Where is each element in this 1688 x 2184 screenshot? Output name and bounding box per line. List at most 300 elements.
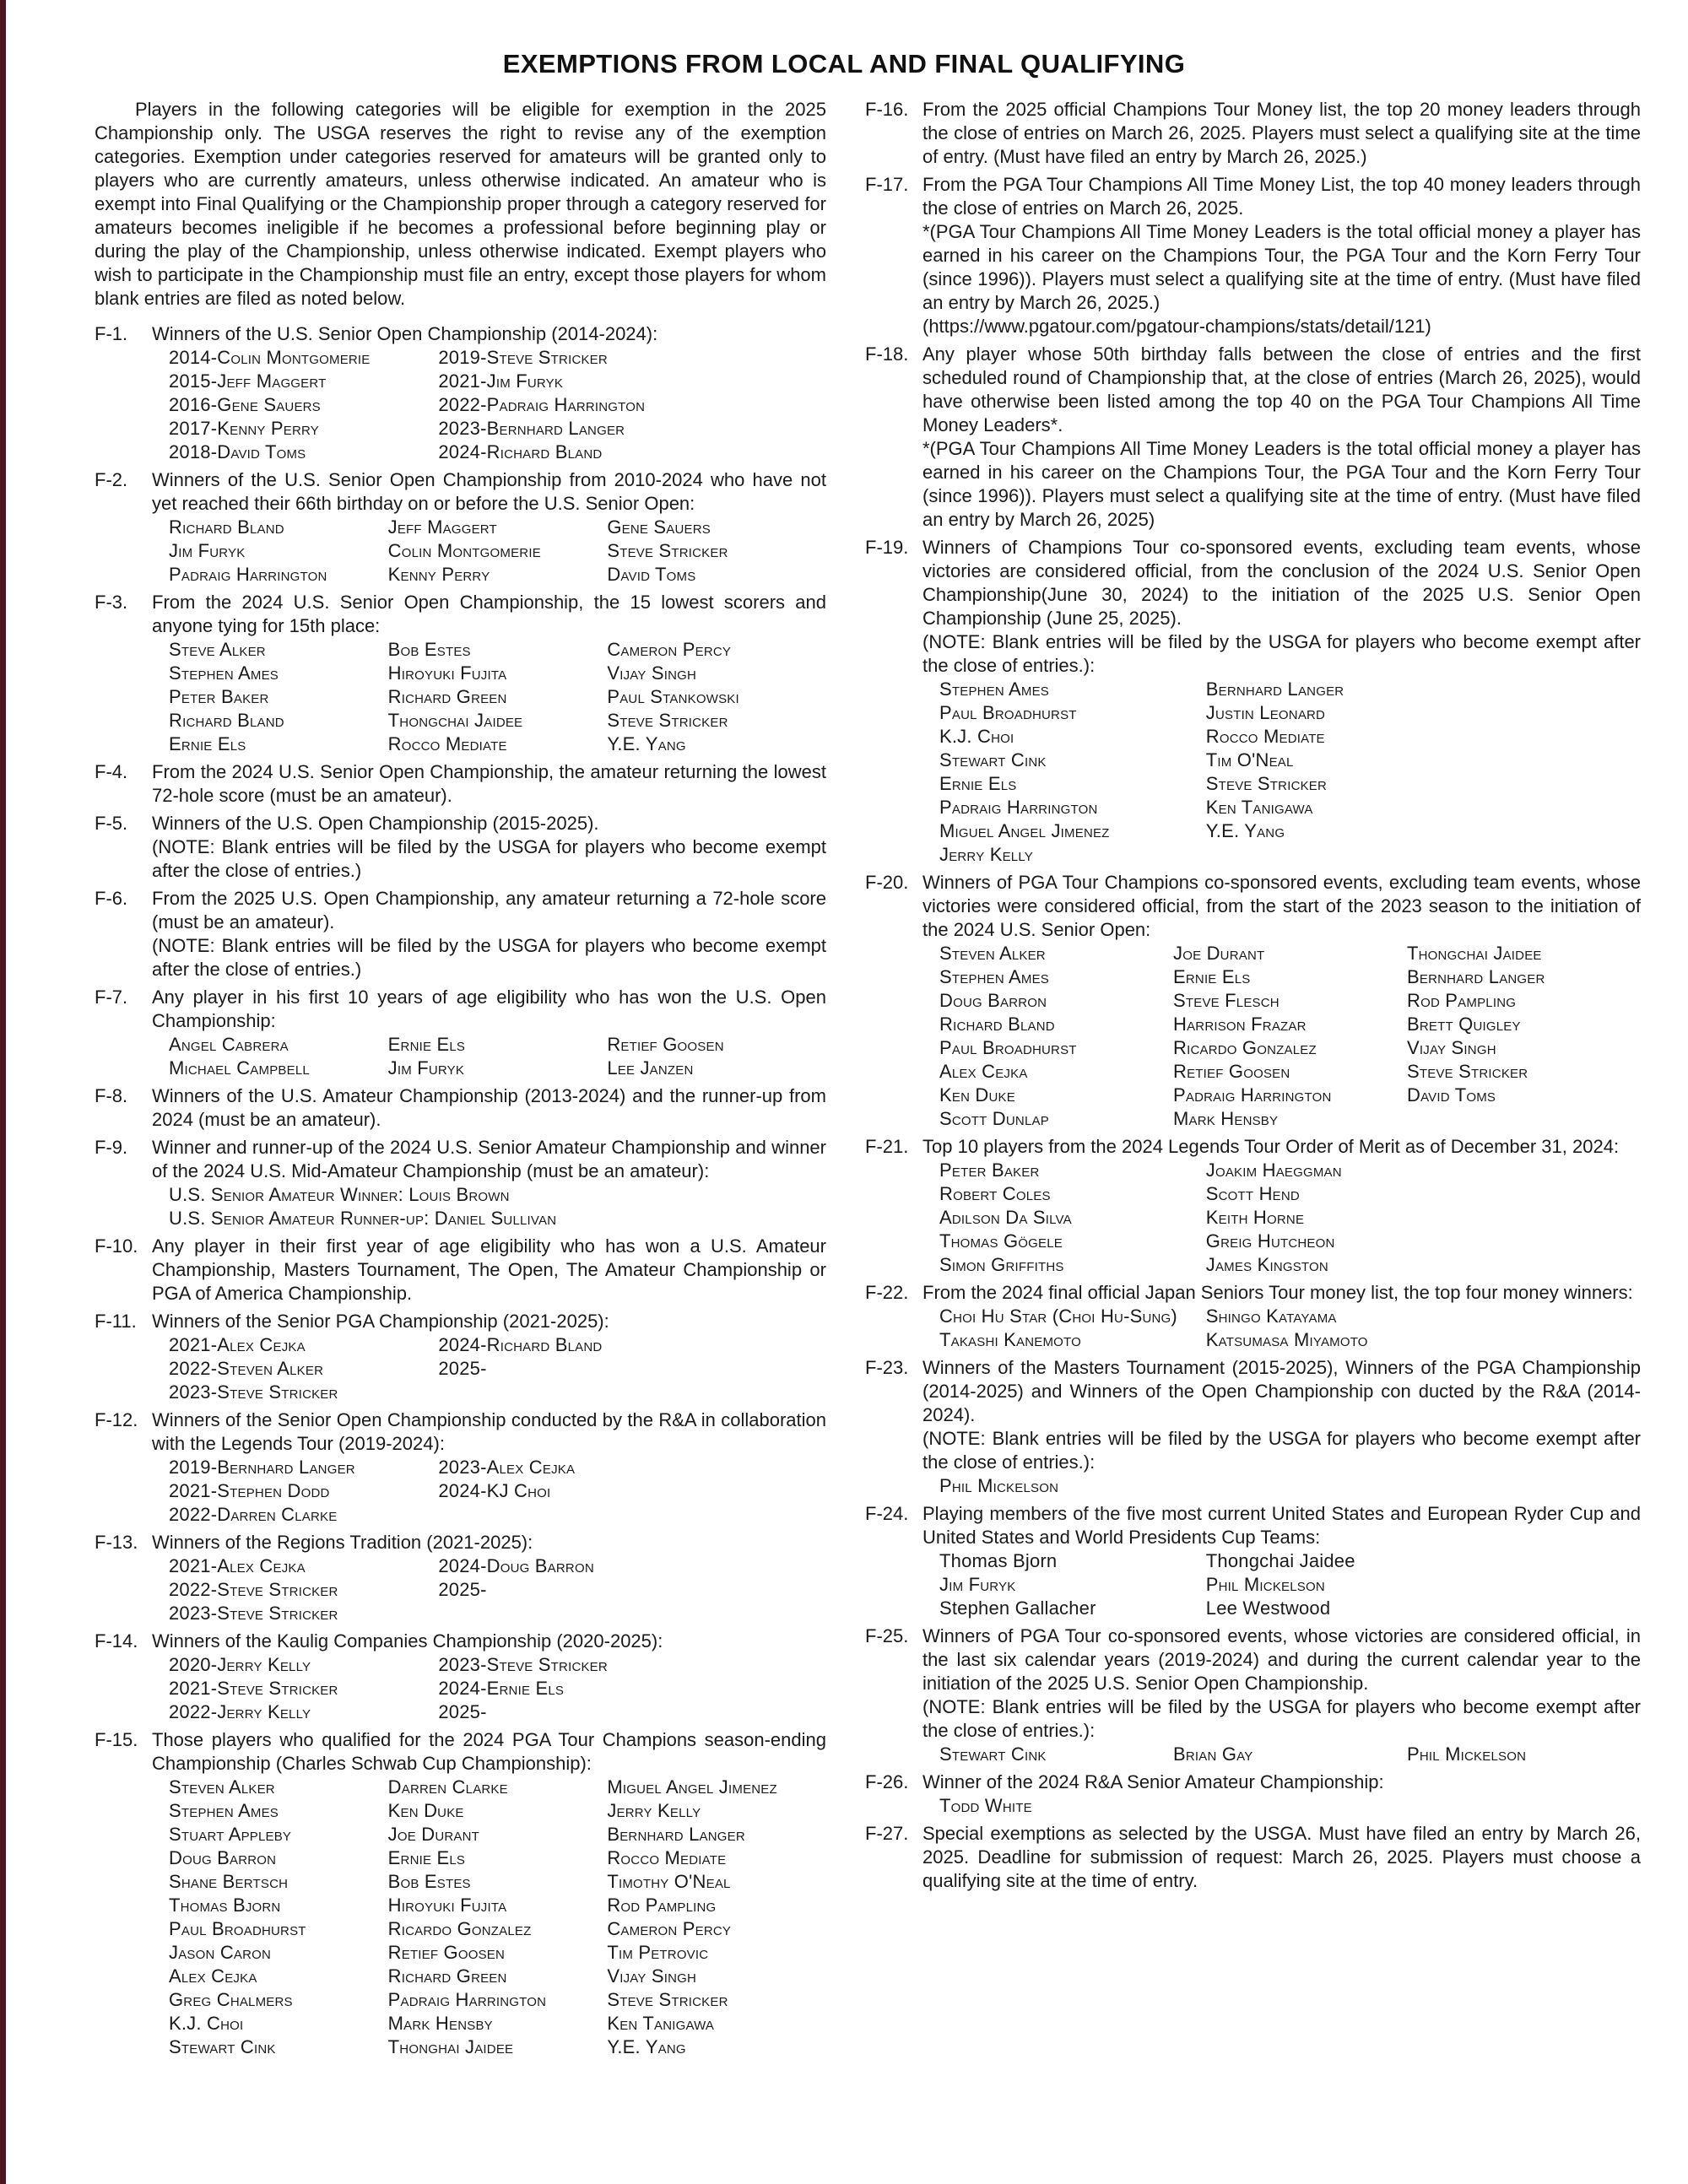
player-entry: 2025- [438, 1358, 487, 1379]
exemption-item-f3 [95, 591, 826, 756]
player-entry: 2022-Padraig Harrington [438, 394, 646, 415]
player-entry: 2025- [438, 1701, 487, 1722]
player-entry: Stephen Ames [169, 662, 279, 684]
name-column [169, 346, 438, 464]
name-list [169, 1456, 826, 1527]
item-text: Winners of PGA Tour co-sponsored events, whose victories are considered official, in the last six calendar years (2019-2024) and during the current calendar year to the initiation of the 2025 U.S. Senior Open Championship. [922, 1625, 1641, 1694]
item-number: F-18. [865, 343, 909, 365]
player-entry: 2015-Jeff Maggert [169, 370, 327, 392]
name-column [388, 516, 608, 587]
player-entry: Richard Bland [169, 516, 284, 538]
item-number: F-17. [865, 174, 909, 195]
name-list [169, 1554, 826, 1625]
player-entry: Scott Hend [1205, 1183, 1300, 1204]
player-entry: 2024-Doug Barron [438, 1555, 594, 1576]
exemption-item-f22 [865, 1281, 1641, 1352]
item-number: F-25. [865, 1625, 909, 1646]
document-page [95, 42, 1641, 2063]
player-entry: Paul Stankowski [607, 686, 739, 707]
player-entry: Cameron Percy [607, 1918, 732, 1939]
player-entry: Thomas Bjorn [939, 1550, 1058, 1571]
exemption-item-f26 [865, 1770, 1641, 1818]
player-entry: Cameron Percy [607, 639, 732, 660]
player-entry: 2021-Jim Furyk [438, 370, 564, 392]
item-number: F-1. [95, 323, 128, 344]
player-entry: Brett Quigley [1407, 1014, 1521, 1035]
item-text: Any player in their first year of age eligibility who has won a U.S. Amateur Championship, Masters Tournament, The Open, The Amateur Championship or PGA of America Championship. [152, 1235, 826, 1304]
name-column [939, 1305, 1206, 1352]
name-list [169, 346, 826, 464]
player-entry: 2018-David Toms [169, 441, 306, 462]
player-entry: Ken Tanigawa [607, 2013, 715, 2034]
player-entry: Jeff Maggert [387, 516, 497, 538]
name-column [607, 638, 826, 756]
item-text: Winners of the Masters Tournament (2015-2025), Winners of the PGA Championship (2014-2025) and Winners of the Open Championship con ducted by the R&A (2014-2024). [922, 1357, 1641, 1425]
exemption-item-f23 [865, 1356, 1641, 1498]
item-note: (NOTE: Blank entries will be filed by the USGA for players who become exempt after the close of entries.) [152, 935, 826, 980]
exemption-item-f21 [865, 1135, 1641, 1277]
player-entry: Miguel Angel Jimenez [939, 820, 1110, 841]
player-entry: Paul Broadhurst [169, 1918, 306, 1939]
player-entry: Thongchai Jaidee [1407, 943, 1542, 964]
player-entry: Steve Stricker [607, 710, 728, 731]
player-entry: Stephen Ames [169, 1800, 279, 1821]
left-column [95, 98, 826, 2063]
player-entry: Ken Duke [939, 1084, 1015, 1106]
item-number: F-23. [865, 1357, 909, 1378]
player-entry: Phil Mickelson [1205, 1574, 1325, 1595]
item-number: F-10. [95, 1235, 138, 1257]
player-entry: Retief Goosen [1173, 1061, 1290, 1082]
player-entry: Jim Furyk [939, 1574, 1016, 1595]
item-note: (NOTE: Blank entries will be filed by the USGA for players who become exempt after the close of entries.): [922, 631, 1641, 676]
player-entry: Stewart Cink [939, 1743, 1047, 1765]
exemption-item-f13 [95, 1531, 826, 1625]
player-entry: Thomas Bjorn [169, 1895, 281, 1916]
name-column [1173, 942, 1407, 1131]
item-text: From the 2025 U.S. Open Championship, any amateur returning a 72-hole score (must be an amateur). [152, 888, 826, 933]
player-entry: Stephen Ames [939, 678, 1049, 700]
player-entry: 2022-Jerry Kelly [169, 1701, 311, 1722]
player-entry: Ernie Els [169, 733, 246, 754]
item-number: F-2. [95, 469, 128, 490]
player-entry: Steven Alker [939, 943, 1046, 964]
player-entry: Thomas Gögele [939, 1230, 1063, 1251]
name-column [939, 678, 1206, 867]
player-entry: Steve Stricker [607, 540, 728, 561]
exemption-item-f17 [865, 173, 1641, 338]
name-column [169, 1554, 438, 1625]
player-entry: 2022-Steven Alker [169, 1358, 324, 1379]
item-number: F-13. [95, 1532, 138, 1553]
player-entry: Bob Estes [387, 1871, 471, 1892]
two-column-layout [95, 98, 1641, 2063]
player-entry: Bob Estes [387, 639, 471, 660]
player-entry: David Toms [1407, 1084, 1496, 1106]
player-entry: Ernie Els [939, 773, 1017, 794]
player-entry: Padraig Harrington [387, 1989, 547, 2010]
player-entry: Retief Goosen [607, 1034, 724, 1055]
player-entry: Alex Cejka [169, 1965, 257, 1987]
player-entry: Thongchai Jaidee [1205, 1550, 1355, 1571]
player-entry: Stephen Gallacher [939, 1597, 1096, 1619]
player-entry: Greig Hutcheon [1205, 1230, 1335, 1251]
player-entry: Mark Hensby [1173, 1108, 1279, 1129]
name-column [1407, 942, 1641, 1131]
player-entry: Rocco Mediate [1205, 726, 1325, 747]
item-number: F-14. [95, 1630, 138, 1652]
name-column [939, 1549, 1206, 1620]
player-entry: Stewart Cink [939, 749, 1047, 770]
player-entry: Ricardo Gonzalez [387, 1918, 532, 1939]
player-entry: 2023-Bernhard Langer [438, 418, 625, 439]
name-column [1407, 1743, 1641, 1766]
player-entry: U.S. Senior Amateur Runner-up: Daniel Sullivan [169, 1208, 557, 1229]
exemption-item-f5 [95, 812, 826, 883]
player-entry: Tim O'Neal [1205, 749, 1294, 770]
player-entry: Jim Furyk [387, 1057, 465, 1078]
player-entry: Ricardo Gonzalez [1173, 1037, 1317, 1058]
item-note: (NOTE: Blank entries will be filed by the USGA for players who become exempt after the close of entries.) [152, 836, 826, 881]
player-entry: Rod Pampling [1407, 990, 1517, 1011]
name-column [939, 1743, 1173, 1766]
name-column [169, 1183, 826, 1230]
player-entry: Keith Horne [1205, 1207, 1305, 1228]
player-entry: 2021-Alex Cejka [169, 1555, 306, 1576]
player-entry: Steve Flesch [1173, 990, 1280, 1011]
player-entry: Paul Broadhurst [939, 702, 1077, 723]
player-entry: 2017-Kenny Perry [169, 418, 320, 439]
player-entry: Vijay Singh [607, 662, 697, 684]
player-entry: K.J. Choi [939, 726, 1014, 747]
item-note: (NOTE: Blank entries will be filed by the USGA for players who become exempt after the close of entries.): [922, 1428, 1641, 1473]
player-entry: Y.E. Yang [607, 733, 686, 754]
player-entry: Adilson Da Silva [939, 1207, 1072, 1228]
name-column [939, 1474, 1641, 1498]
item-number: F-27. [865, 1823, 909, 1844]
item-text: From the PGA Tour Champions All Time Money List, the top 40 money leaders through the close of entries on March 26, 2025. [922, 174, 1641, 219]
player-entry: Jim Furyk [169, 540, 246, 561]
item-text: Winner of the 2024 R&A Senior Amateur Championship: [922, 1771, 1384, 1792]
item-note: (NOTE: Blank entries will be filed by the USGA for players who become exempt after the close of entries.): [922, 1696, 1641, 1741]
player-entry: 2020-Jerry Kelly [169, 1654, 311, 1675]
player-entry: Robert Coles [939, 1183, 1051, 1204]
player-entry: Y.E. Yang [1205, 820, 1285, 841]
player-entry: Hiroyuki Fujita [387, 662, 507, 684]
player-entry: Rocco Mediate [387, 733, 507, 754]
player-entry: Peter Baker [169, 686, 269, 707]
player-entry: Todd White [939, 1795, 1032, 1816]
name-column [438, 1333, 826, 1404]
item-number: F-12. [95, 1409, 138, 1430]
item-text: Winners of Champions Tour co-sponsored events, excluding team events, whose victories are considered official, from the conclusion of the 2024 U.S. Senior Open Championship(June 30, 2024) to the initiation of the 2025 U.S. Senior Open Championship (June 25, 2025). [922, 537, 1641, 629]
item-text: Winners of PGA Tour Champions co-sponsored events, excluding team events, whose victories were considered official, from the start of the 2023 season to the initiation of the 2024 U.S. Senior Open: [922, 872, 1641, 940]
player-entry: Kenny Perry [387, 564, 490, 585]
name-list [169, 1033, 826, 1080]
player-entry: 2024-Ernie Els [438, 1678, 565, 1699]
player-entry: 2023-Alex Cejka [438, 1457, 576, 1478]
player-entry: Tim Petrovic [607, 1942, 709, 1963]
exemption-item-f25 [865, 1624, 1641, 1766]
item-number: F-11. [95, 1311, 137, 1332]
player-entry: Retief Goosen [387, 1942, 506, 1963]
item-text: Winners of the U.S. Senior Open Championship (2014-2024): [152, 323, 658, 344]
player-entry: David Toms [607, 564, 696, 585]
exemption-item-f20 [865, 871, 1641, 1131]
player-entry: Vijay Singh [1407, 1037, 1496, 1058]
exemption-item-f15 [95, 1728, 826, 2059]
name-column [169, 1653, 438, 1724]
item-text: *(PGA Tour Champions All Time Money Leaders is the total official money a player has earned in his career on the Champions Tour, the PGA Tour and the Korn Ferry Tour (since 1996)). Players must select a qualifying site at the time of entry. (Must have filed an entry by March 26, 2025) [922, 438, 1641, 530]
item-text: Winners of the U.S. Open Championship (2015-2025). [152, 813, 599, 834]
name-column [1206, 678, 1641, 867]
player-entry: Joakim Haeggman [1205, 1160, 1342, 1181]
exemption-item-f9 [95, 1136, 826, 1230]
player-entry: 2021-Steve Stricker [169, 1678, 338, 1699]
player-entry: Darren Clarke [387, 1776, 508, 1797]
player-entry: Bernhard Langer [607, 1824, 745, 1845]
name-list [169, 1183, 826, 1230]
name-column [169, 1033, 388, 1080]
name-list [939, 1743, 1641, 1766]
item-number: F-26. [865, 1771, 909, 1792]
name-list [939, 678, 1641, 867]
exemption-item-f11 [95, 1310, 826, 1404]
exemption-item-f19 [865, 536, 1641, 867]
player-entry: Lee Westwood [1205, 1597, 1331, 1619]
name-column [607, 1033, 826, 1080]
player-entry: 2025- [438, 1579, 487, 1600]
name-column [438, 1653, 826, 1724]
player-entry: Jerry Kelly [939, 844, 1033, 865]
player-entry: Padraig Harrington [1173, 1084, 1332, 1106]
player-entry: Takashi Kanemoto [939, 1329, 1082, 1350]
player-entry: 2023-Steve Stricker [438, 1654, 608, 1675]
player-entry: 2021-Stephen Dodd [169, 1480, 330, 1501]
player-entry: Mark Hensby [387, 2013, 493, 2034]
exemption-item-f8 [95, 1084, 826, 1132]
item-text: Winner and runner-up of the 2024 U.S. Senior Amateur Championship and winner of the 2024 U.S. Mid-Amateur Championship (must be an amateur): [152, 1137, 826, 1181]
name-column [169, 516, 388, 587]
player-entry: Alex Cejka [939, 1061, 1028, 1082]
item-text: Winners of the Senior PGA Championship (2021-2025): [152, 1311, 609, 1332]
player-entry: Lee Janzen [607, 1057, 694, 1078]
name-list [939, 1159, 1641, 1277]
name-column [438, 346, 826, 464]
exemption-item-f1 [95, 322, 826, 464]
item-number: F-24. [865, 1503, 909, 1524]
exemption-item-f6 [95, 887, 826, 981]
player-entry: Stuart Appleby [169, 1824, 292, 1845]
name-column [1206, 1159, 1641, 1277]
player-entry: 2019-Steve Stricker [438, 347, 608, 368]
player-entry: Shingo Katayama [1205, 1306, 1337, 1327]
name-column [388, 638, 608, 756]
player-entry: Ernie Els [387, 1847, 466, 1868]
player-entry: Richard Bland [939, 1014, 1055, 1035]
player-entry: 2022-Steve Stricker [169, 1579, 338, 1600]
page-edge-strip [0, 0, 6, 2184]
player-entry: Katsumasa Miyamoto [1205, 1329, 1368, 1350]
player-entry: James Kingston [1205, 1254, 1328, 1275]
item-number: F-6. [95, 888, 128, 909]
right-column [865, 98, 1641, 1897]
player-entry: Miguel Angel Jimenez [607, 1776, 777, 1797]
name-column [939, 1794, 1641, 1818]
name-list [939, 1305, 1641, 1352]
exemption-item-f18 [865, 343, 1641, 532]
player-entry: Rocco Mediate [607, 1847, 727, 1868]
name-column [438, 1456, 826, 1527]
name-list [169, 1333, 826, 1404]
item-text: Winners of the U.S. Senior Open Championship from 2010-2024 who have not yet reached their 66th birthday on or before the U.S. Senior Open: [152, 469, 826, 514]
name-column [438, 1554, 826, 1625]
name-list [169, 516, 826, 587]
player-entry: Scott Dunlap [939, 1108, 1049, 1129]
player-entry: Ken Tanigawa [1205, 797, 1313, 818]
item-number: F-5. [95, 813, 128, 834]
exemption-item-f10 [95, 1235, 826, 1306]
name-column [939, 1159, 1206, 1277]
item-number: F-19. [865, 537, 909, 558]
player-entry: 2021-Alex Cejka [169, 1334, 306, 1355]
player-entry: Phil Mickelson [939, 1475, 1059, 1496]
name-column [939, 942, 1173, 1131]
player-entry: Peter Baker [939, 1160, 1040, 1181]
player-entry: Richard Bland [169, 710, 284, 731]
name-list [939, 1549, 1641, 1620]
player-entry: 2024-Richard Bland [438, 441, 603, 462]
player-entry: K.J. Choi [169, 2013, 244, 2034]
item-text: Special exemptions as selected by the USGA. Must have filed an entry by March 26, 2025. Deadline for submission of request: March 26, 2025. Players must choose a qualifying site at the time of entry. [922, 1823, 1641, 1891]
player-entry: Richard Green [387, 686, 507, 707]
player-entry: Padraig Harrington [169, 564, 327, 585]
item-number: F-7. [95, 987, 128, 1008]
name-list [169, 1653, 826, 1724]
name-column [607, 1776, 826, 2059]
item-number: F-9. [95, 1137, 128, 1158]
intro-paragraph: Players in the following categories will be eligible for exemption in the 2025 Championship only. The USGA reserves the right to revise any of the exemption categories. Exemption under categories reserved for amateurs will be granted only to players who are currently amateurs, unless otherwise indicated. An amateur who is exempt into Final Qualifying or the Championship proper through a category reserved for amateurs becomes ineligible if he becomes a professional before beginning play or during the play of the Championship, unless otherwise indicated. Exempt players who wish to participate in the Championship must file an entry, except those players for whom blank entries are filed as noted below. [95, 99, 826, 309]
name-column [1206, 1305, 1641, 1352]
exemption-item-f27 [865, 1822, 1641, 1893]
exemption-item-f2 [95, 468, 826, 587]
name-column [388, 1776, 608, 2059]
player-entry: Shane Bertsch [169, 1871, 289, 1892]
name-list [169, 638, 826, 756]
player-entry: Harrison Frazar [1173, 1014, 1307, 1035]
page-title: EXEMPTIONS FROM LOCAL AND FINAL QUALIFYING [502, 49, 1186, 78]
player-entry: U.S. Senior Amateur Winner: Louis Brown [169, 1184, 510, 1205]
player-entry: Gene Sauers [607, 516, 711, 538]
player-entry: Jason Caron [169, 1942, 272, 1963]
item-number: F-8. [95, 1085, 128, 1106]
player-entry: Timothy O'Neal [607, 1871, 731, 1892]
item-number: F-22. [865, 1282, 909, 1303]
player-entry: Doug Barron [939, 990, 1047, 1011]
item-text: Playing members of the five most current United States and European Ryder Cup and United States and World Presidents Cup Teams: [922, 1503, 1641, 1548]
item-text: Those players who qualified for the 2024 PGA Tour Champions season-ending Championship (Charles Schwab Cup Championship): [152, 1729, 826, 1774]
name-list [939, 1794, 1641, 1818]
item-text: Winners of the Regions Tradition (2021-2025): [152, 1532, 533, 1553]
player-entry: 2024-KJ Choi [438, 1480, 551, 1501]
player-entry: Y.E. Yang [607, 2036, 686, 2057]
player-entry: Jerry Kelly [607, 1800, 701, 1821]
player-entry: Ernie Els [1173, 966, 1251, 987]
name-column [169, 638, 388, 756]
name-column [169, 1456, 438, 1527]
player-entry: Brian Gay [1173, 1743, 1253, 1765]
player-entry: Steve Stricker [1205, 773, 1328, 794]
name-list [169, 1776, 826, 2059]
player-entry: 2024-Richard Bland [438, 1334, 603, 1355]
player-entry: Vijay Singh [607, 1965, 697, 1987]
item-url: (https://www.pgatour.com/pgatour-champions/stats/detail/121) [922, 316, 1431, 337]
player-entry: Michael Campbell [169, 1057, 310, 1078]
exemption-item-f24 [865, 1502, 1641, 1620]
player-entry: Thongchai Jaidee [387, 710, 523, 731]
player-entry: Joe Durant [1173, 943, 1265, 964]
exemption-item-f16 [865, 98, 1641, 169]
player-entry: Paul Broadhurst [939, 1037, 1077, 1058]
name-column [1173, 1743, 1407, 1766]
item-number: F-21. [865, 1136, 909, 1157]
player-entry: Padraig Harrington [939, 797, 1098, 818]
player-entry: 2016-Gene Sauers [169, 394, 321, 415]
player-entry: Bernhard Langer [1205, 678, 1344, 700]
item-text: From the 2024 U.S. Senior Open Championship, the 15 lowest scorers and anyone tying for 15th place: [152, 592, 826, 636]
name-column [1206, 1549, 1641, 1620]
name-column [169, 1333, 438, 1404]
player-entry: Stewart Cink [169, 2036, 276, 2057]
item-text: Any player in his first 10 years of age eligibility who has won the U.S. Open Championship: [152, 987, 826, 1031]
exemption-item-f4 [95, 760, 826, 808]
player-entry: Steve Alker [169, 639, 266, 660]
player-entry: Thonghai Jaidee [387, 2036, 514, 2057]
player-entry: Phil Mickelson [1407, 1743, 1527, 1765]
player-entry: Ernie Els [387, 1034, 466, 1055]
player-entry: Doug Barron [169, 1847, 277, 1868]
player-entry: Angel Cabrera [169, 1034, 289, 1055]
item-text: From the 2024 U.S. Senior Open Championship, the amateur returning the lowest 72-hole score (must be an amateur). [152, 761, 826, 806]
name-column [169, 1776, 388, 2059]
item-text: Any player whose 50th birthday falls between the close of entries and the first scheduled round of Championship that, at the close of entries (March 26, 2025), would have otherwise been listed among the top 40 on the PGA Tour Champions All Time Money Leaders*. [922, 343, 1641, 435]
player-entry: Rod Pampling [607, 1895, 717, 1916]
item-number: F-3. [95, 592, 128, 613]
exemption-item-f7 [95, 986, 826, 1080]
player-entry: Steve Stricker [607, 1989, 728, 2010]
player-entry: Joe Durant [387, 1824, 479, 1845]
name-column [388, 1033, 608, 1080]
player-entry: Bernhard Langer [1407, 966, 1545, 987]
item-number: F-15. [95, 1729, 138, 1750]
item-text: Winners of the Senior Open Championship conducted by the R&A in collaboration with the Legends Tour (2019-2024): [152, 1409, 826, 1454]
exemption-item-f14 [95, 1630, 826, 1724]
player-entry: Steven Alker [169, 1776, 275, 1797]
item-text: From the 2025 official Champions Tour Money list, the top 20 money leaders through the close of entries on March 26, 2025. Players must select a qualifying site at the time of entry. (Must have filed an entry by March 26, 2025.) [922, 99, 1641, 167]
name-column [607, 516, 826, 587]
item-number: F-20. [865, 872, 909, 893]
item-text: Top 10 players from the 2024 Legends Tour Order of Merit as of December 31, 2024: [922, 1136, 1620, 1157]
player-entry: Richard Green [387, 1965, 507, 1987]
item-text: From the 2024 final official Japan Seniors Tour money list, the top four money winners: [922, 1282, 1633, 1303]
player-entry: Simon Griffiths [939, 1254, 1064, 1275]
player-entry: Hiroyuki Fujita [387, 1895, 507, 1916]
player-entry: Steve Stricker [1407, 1061, 1528, 1082]
player-entry: 2014-Colin Montgomerie [169, 347, 371, 368]
player-entry: Stephen Ames [939, 966, 1049, 987]
name-list [939, 1474, 1641, 1498]
item-text: Winners of the U.S. Amateur Championship (2013-2024) and the runner-up from 2024 (must be an amateur). [152, 1085, 826, 1130]
